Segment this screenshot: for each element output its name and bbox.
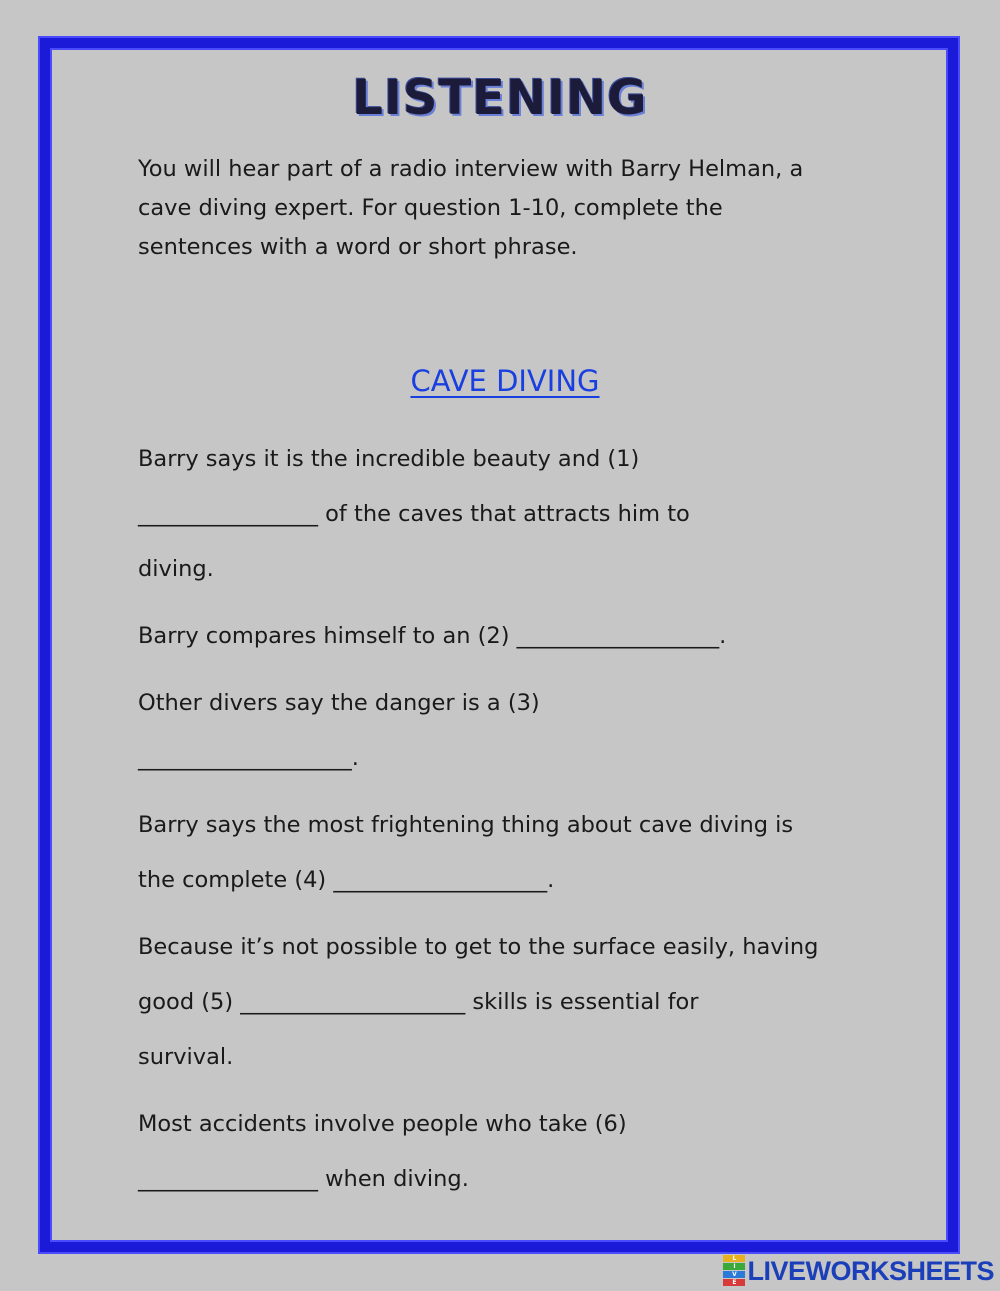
question-3-line-2: ___________________. (138, 745, 359, 771)
instructions-line: cave diving expert. For question 1-10, complete the (138, 195, 723, 221)
liveworksheets-watermark[interactable] (723, 1254, 994, 1288)
logo-letter: I (723, 1263, 745, 1270)
instructions-line: sentences with a word or short phrase. (138, 234, 578, 260)
liveworksheets-logo-icon (723, 1255, 745, 1287)
page-title: LISTENING (352, 70, 648, 126)
logo-letter: L (723, 1255, 745, 1262)
watermark-text: LIVEWORKSHEETS (747, 1255, 994, 1286)
question-3-line-1: Other divers say the danger is a (3) (138, 690, 540, 716)
question-1-line-1: Barry says it is the incredible beauty and (1) (138, 446, 640, 472)
question-4-line-1: Barry says the most frightening thing about cave diving is (138, 812, 794, 838)
question-6-line-2: ________________ when diving. (138, 1166, 469, 1192)
instructions (138, 150, 878, 267)
logo-letter: V (723, 1271, 745, 1278)
question-4-line-2: the complete (4) ___________________. (138, 867, 555, 893)
question-5-line-3: survival. (138, 1044, 234, 1070)
question-6-line-1: Most accidents involve people who take (6) (138, 1111, 627, 1137)
question-1-line-2: ________________ of the caves that attracts him to (138, 501, 690, 527)
question-5-line-2: good (5) ____________________ skills is essential for (138, 989, 699, 1015)
question-1-line-3: diving. (138, 556, 214, 582)
question-5-line-1: Because it’s not possible to get to the surface easily, having (138, 934, 819, 960)
logo-letter: E (723, 1279, 745, 1286)
section-title: CAVE DIVING (410, 364, 600, 398)
instructions-line: You will hear part of a radio interview with Barry Helman, a (138, 156, 804, 182)
question-2: Barry compares himself to an (2) __________________. (138, 623, 727, 649)
